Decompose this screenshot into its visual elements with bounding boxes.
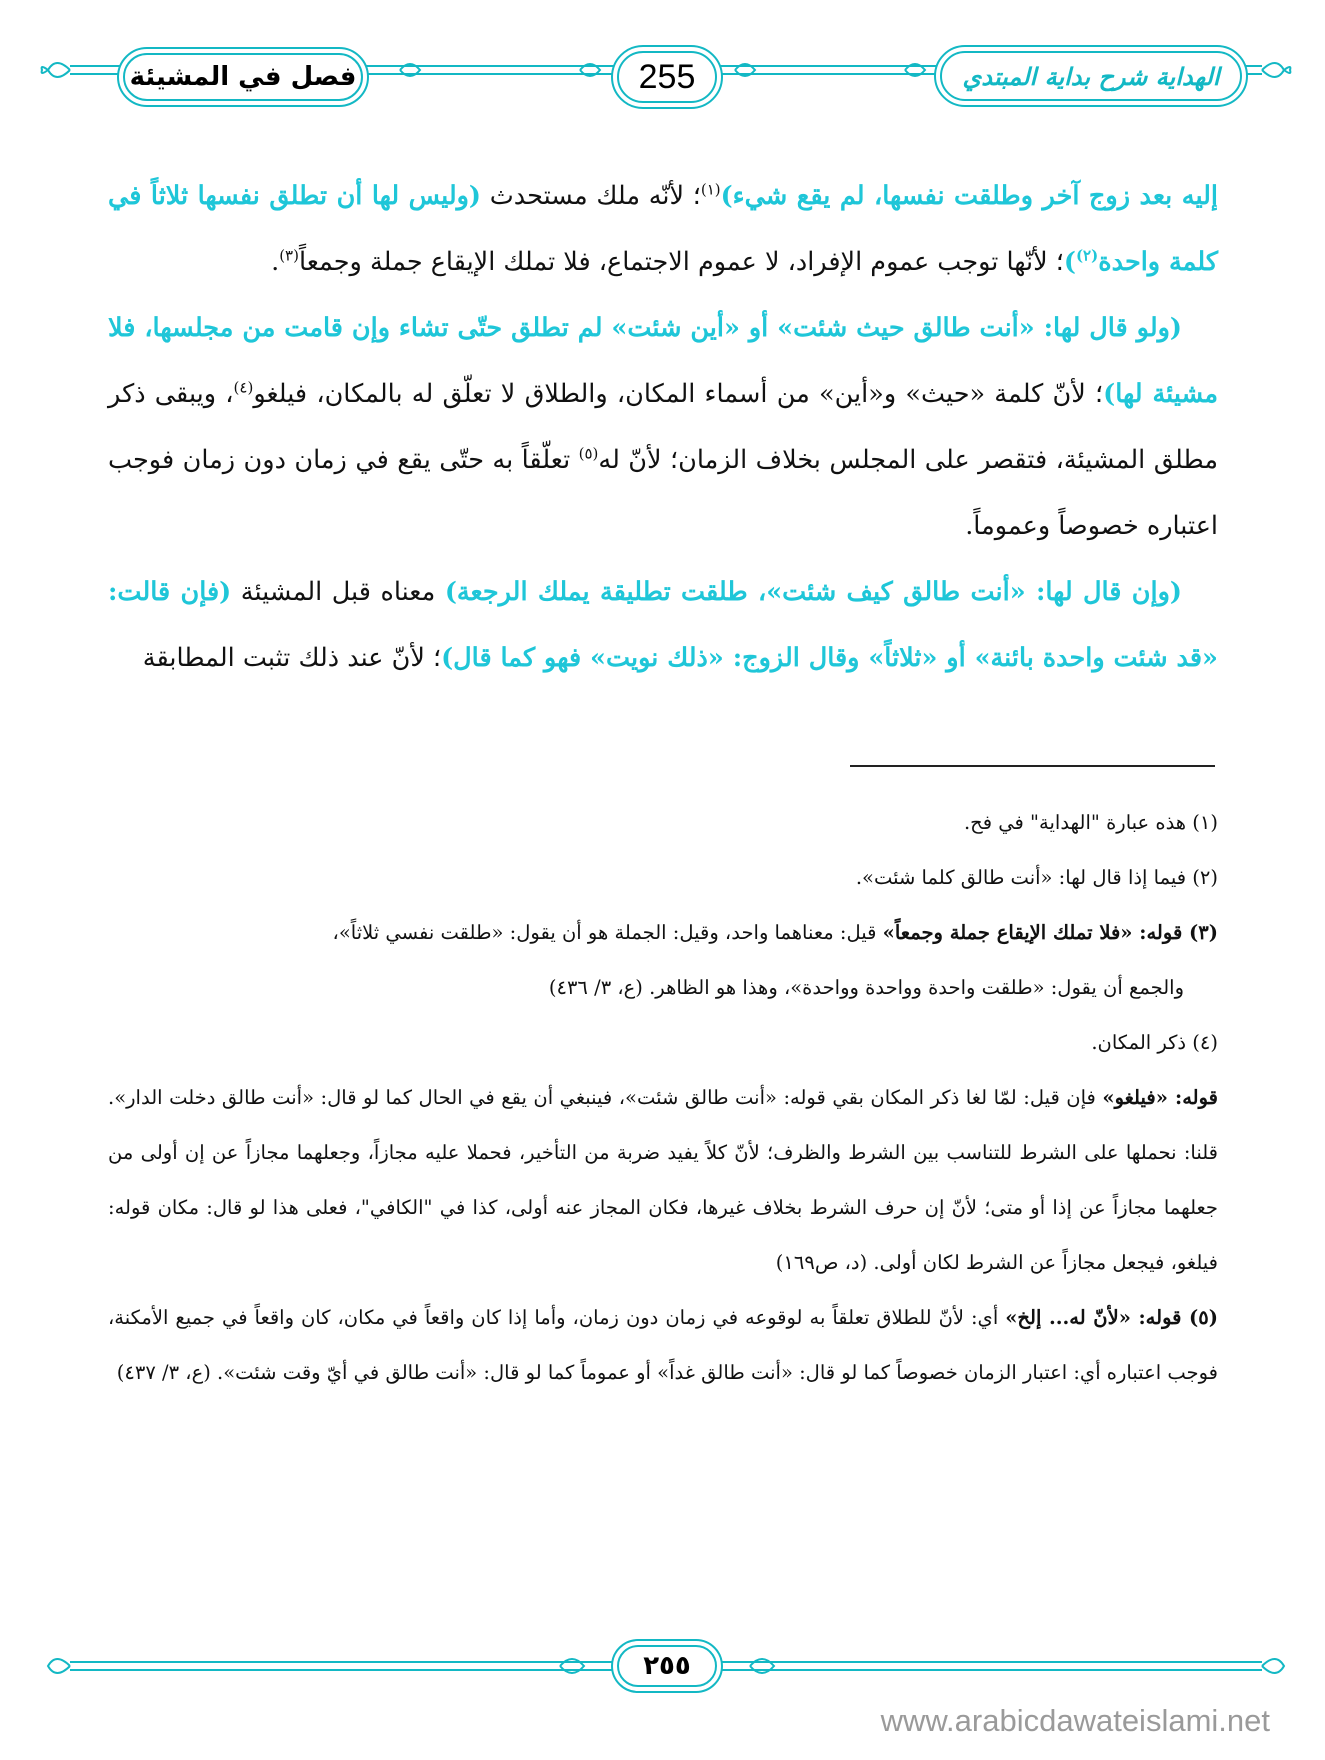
footnote-5: (٥) قوله: «لأنّ له... إلخ» أي: لأنّ للطلاق تعلقاً به لوقوعه في زمان دون زمان، وأما إذا كان واقعاً في مكان، كان واقعاً في جميع الأمكنة، فوجب اعتباره أي: اعتبار الزمان خصوصاً كما لو قال: «أنت طالق غداً» أو عموماً كما لو قال: «أنت طالق في أيّ وقت شئت». (ع، ٣/ ٤٣٧) — [108, 1306, 1218, 1384]
chapter-title: فصل في المشيئة — [129, 62, 357, 92]
paragraph-3: (وإن قال لها: «أنت طالق كيف شئت»، طلقت تطليقة يملك الرجعة) معناه قبل المشيئة (فإن قالت: «قد شئت واحدة بائنة» أو «ثلاثاً» وقال الزوج: «ذلك نويت» فهو كما قال)؛ لأنّ عند ذلك تثبت المطابقة — [108, 577, 1218, 673]
footer-page-number: ٢٥٥ — [643, 1651, 691, 1681]
footnote-ref-2[interactable]: (٢) — [1075, 246, 1099, 265]
footnote-ref-4[interactable]: (٤) — [233, 378, 254, 397]
website-watermark[interactable]: www.arabicdawateislami.net — [880, 1703, 1270, 1738]
book-title: الهداية شرح بداية المبتدي — [962, 61, 1220, 91]
footnote-ref-1[interactable]: (١) — [700, 180, 721, 199]
footnote-3: (٣) قوله: «فلا تملك الإيقاع جملة وجمعاً» قيل: معناهما واحد، وقيل: الجملة هو أن يقول: «طلقت نفسي ثلاثاً»، — [332, 921, 1218, 944]
footnote-1: (١) هذه عبارة "الهداية" في فح. — [963, 811, 1218, 834]
footnote-4: (٤) ذكر المكان. — [1091, 1031, 1218, 1054]
paragraph-2: (ولو قال لها: «أنت طالق حيث شئت» أو «أين شئت» لم تطلق حتّى تشاء وإن قامت من مجلسها، فلا مشيئة لها)؛ لأنّ كلمة «حيث» و«أين» من أسماء المكان، والطلاق لا تعلّق له بالمكان، فيلغو$^{(٤)}$، ويبقى ذكر مطلق المشيئة، فتقصر على المجلس بخلاف الزمان؛ لأنّ له$^{(٥)}$ تعلّقاً به حتّى يقع في زمان دون زمان فوجب اعتباره خصوصاً وعموماً. — [108, 313, 1218, 541]
footnote-3-continued: والجمع أن يقول: «طلقت واحدة وواحدة وواحدة»، وهذا هو الظاهر. (ع، ٣/ ٤٣٦) — [548, 976, 1184, 999]
footnote-ref-3[interactable]: (٣) — [279, 246, 299, 265]
main-text — [108, 163, 1218, 691]
page-footer — [0, 1630, 1325, 1700]
footnote-separator — [850, 765, 1215, 767]
footnote-4-commentary: قوله: «فيلغو» فإن قيل: لمّا لغا ذكر المكان بقي قوله: «أنت طالق شئت»، فينبغي أن يقع في الحال كما لو قال: «أنت طالق دخلت الدار». قلنا: نحملها على الشرط للتناسب بين الشرط والظرف؛ لأنّ كلاً يفيد ضربة من التأخير، فحملا عليه مجازاً، وجعلهما مجازاً عن إن أولى من جعلهما مجازاً عن إذا أو متى؛ لأنّ إن حرف الشرط بخلاف غيرها، فكان المجاز عنه أولى، كذا في "الكافي"، فعلى هذا لو قال: مكان قوله: فيلغو، فيجعل مجازاً عن الشرط لكان أولى. (د، ص١٦٩) — [108, 1086, 1218, 1274]
paragraph-1: إليه بعد زوج آخر وطلقت نفسها، لم يقع شيء)$^{(١)}$؛ لأنّه ملك مستحدث (وليس لها أن تطلق نفسها ثلاثاً في كلمة واحدة$^{(٢)}$)؛ لأنّها توجب عموم الإفراد، لا عموم الاجتماع، فلا تملك الإيقاع جملة وجمعاً$^{(٣)}$. — [108, 180, 1218, 277]
header-page-number: 255 — [638, 57, 696, 96]
footnote-ref-5[interactable]: (٥) — [578, 444, 599, 463]
footnote-2: (٢) فيما إذا قال لها: «أنت طالق كلما شئت». — [855, 866, 1218, 889]
page-header — [0, 0, 1325, 130]
footnotes — [108, 795, 1218, 1400]
